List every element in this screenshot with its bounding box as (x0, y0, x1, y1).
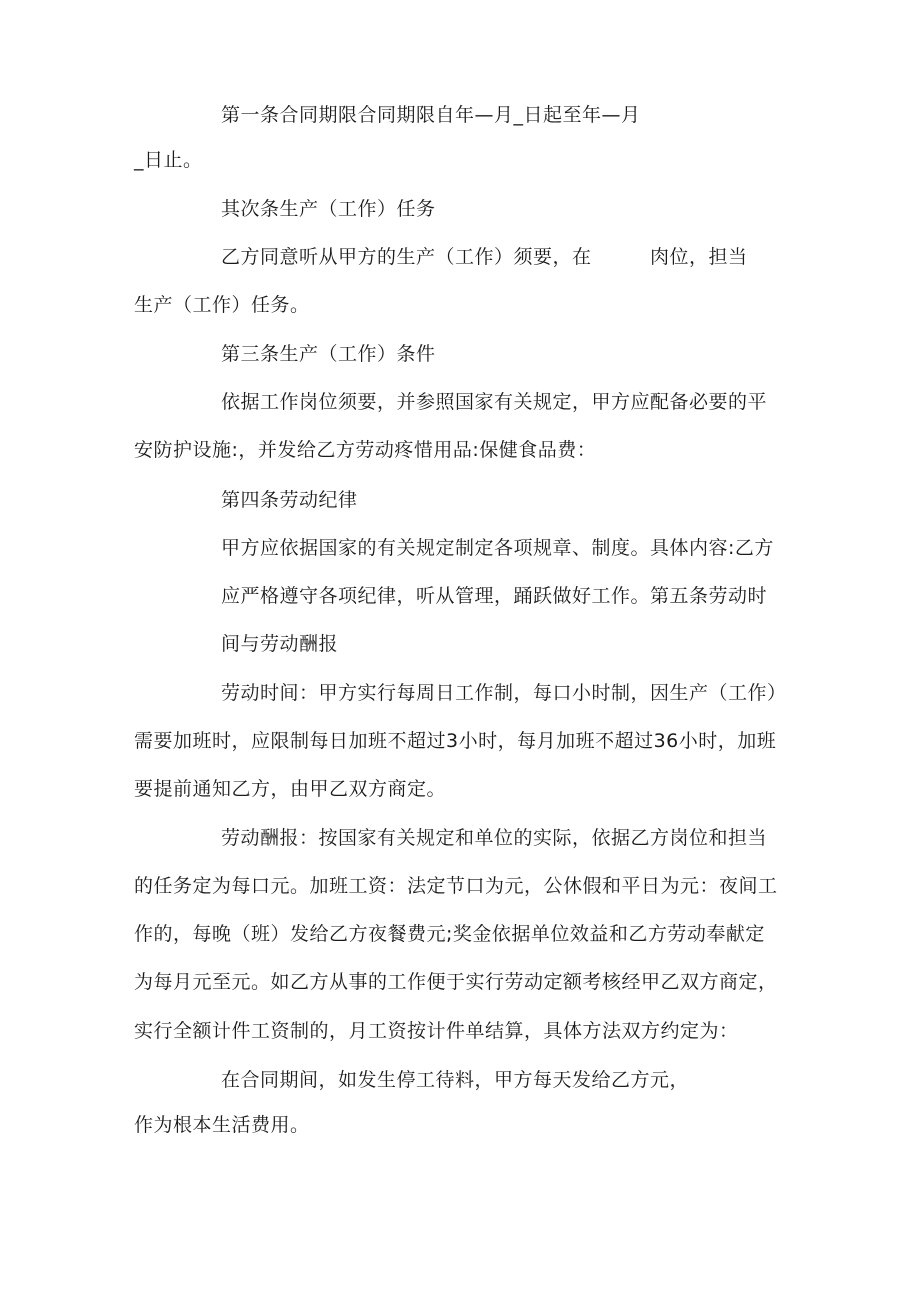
clause-2-heading: 其次条生产（工作）任务 (221, 198, 436, 220)
work-hours-line-2: 需要加班时，应限制每日加班不超过3小时，每月加班不超过36小时，加班 (134, 730, 777, 752)
clause-1-line-1: 第一条合同期限合同期限自年—月_日起至年—月 (221, 104, 641, 126)
remuneration-line-4: 为每月元至元。如乙方从事的工作便于实行劳动定额考核经甲乙双方商定， (134, 971, 778, 993)
clause-4-line-2: 应严格遵守各项纪律，听从管理，踊跃做好工作。第五条劳动时 (221, 585, 768, 607)
work-hours-line-3: 要提前通知乙方，由甲乙双方商定。 (134, 778, 447, 800)
remuneration-line-3: 作的，每晚（班）发给乙方夜餐费元;奖金依据单位效益和乙方劳动奉献定 (134, 923, 765, 945)
stoppage-line-2: 作为根本生活费用。 (134, 1114, 310, 1136)
clause-1-line-2: _日止。 (134, 149, 203, 171)
remuneration-line-5: 实行全额计件工资制的，月工资按计件单结算，具体方法双方约定为： (134, 1020, 739, 1042)
clause-3-heading: 第三条生产（工作）条件 (221, 343, 436, 365)
stoppage-line-1: 在合同期间，如发生停工待料，甲方每天发给乙方元， (221, 1069, 690, 1091)
clause-2-line-2: 生产（工作）任务。 (134, 294, 310, 316)
work-hours-line-1: 劳动时间：甲方实行每周日工作制，每口小时制，因生产（工作） (221, 682, 787, 704)
clause-2-line-1: 乙方同意听从甲方的生产（工作）须要，在 肉位，担当 (221, 246, 748, 268)
remuneration-line-1: 劳动酬报：按国家有关规定和单位的实际，依据乙方岗位和担当 (221, 827, 768, 849)
clause-4-line-3: 间与劳动酬报 (221, 633, 339, 655)
clause-4-heading: 第四条劳动纪律 (221, 489, 358, 511)
clause-3-line-2: 安防护设施:，并发给乙方劳动疼惜用品:保健食品费： (134, 439, 597, 461)
remuneration-line-2: 的任务定为每口元。加班工资：法定节口为元，公休假和平日为元：夜间工 (134, 875, 778, 897)
clause-3-line-1: 依据工作岗位须要，并参照国家有关规定，甲方应配备必要的平 (221, 391, 768, 413)
clause-4-line-1: 甲方应依据国家的有关规定制定各项规章、制度。具体内容:乙方 (221, 537, 774, 559)
